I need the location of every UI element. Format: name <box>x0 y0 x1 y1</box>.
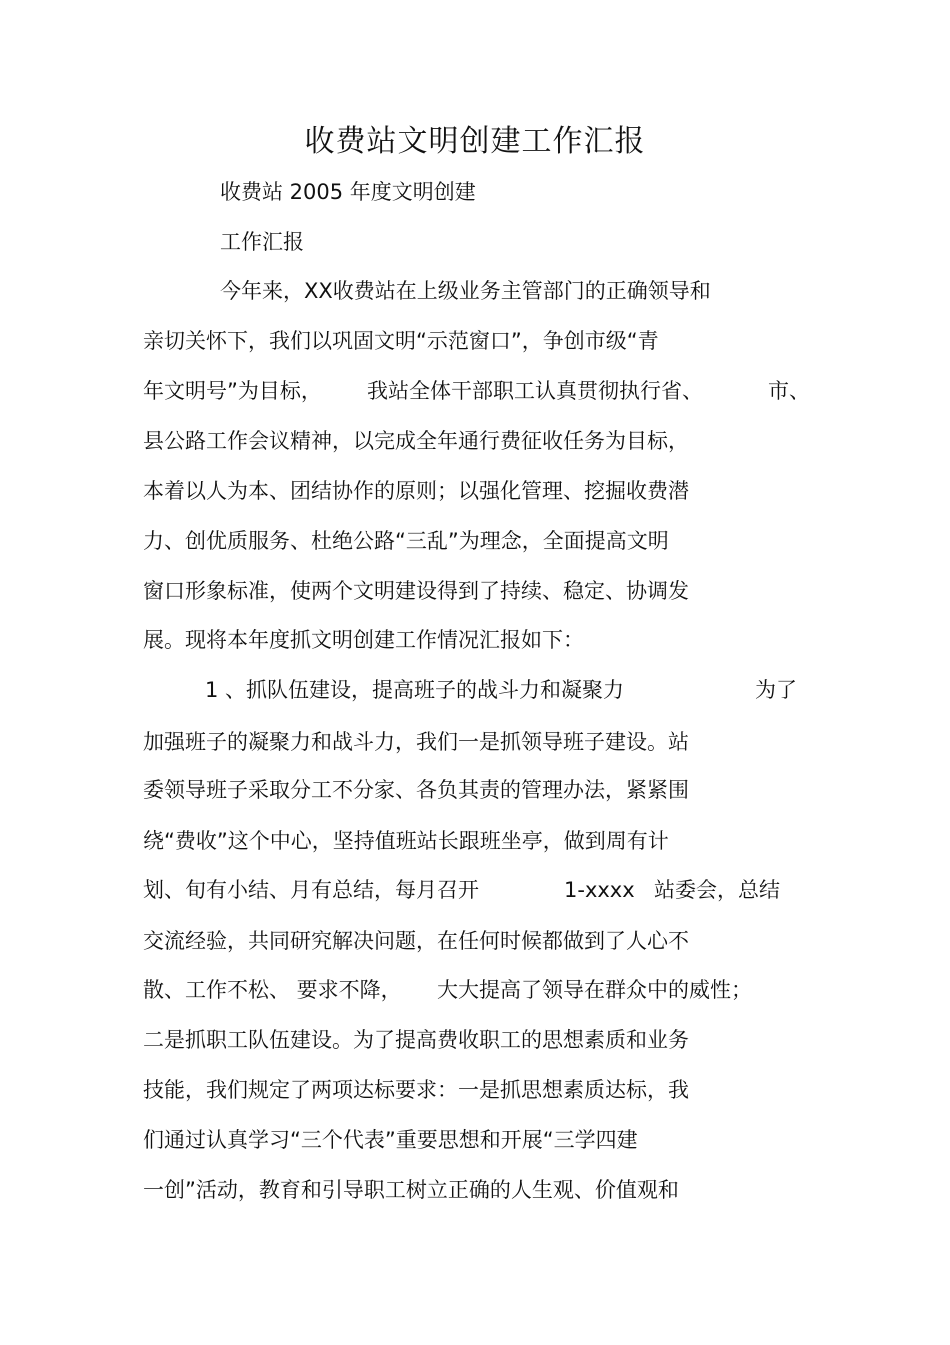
body-line-14b: 大大提高了领导在群众中的威性； <box>437 978 752 1002</box>
body-line-12b: 1-xxxx <box>564 878 635 902</box>
body-line-6: 力、创优质服务、杜绝公路“三乱”为理念，全面提高文明 <box>143 529 669 553</box>
body-line-2: 亲切关怀下，我们以巩固文明“示范窗口”，争创市级“青 <box>143 329 659 353</box>
body-line-18: 一创”活动，教育和引导职工树立正确的人生观、价值观和 <box>143 1178 679 1202</box>
body-line-14a: 散、工作不松、 要求不降， <box>143 978 402 1002</box>
body-line-10: 委领导班子采取分工不分家、各负其责的管理办法，紧紧围 <box>143 778 689 802</box>
section-heading-1: 1 、抓队伍建设，提高班子的战斗力和凝聚力 <box>205 678 625 702</box>
body-line-17: 们通过认真学习“三个代表”重要思想和开展“三学四建 <box>143 1128 638 1152</box>
section-heading-1-tail: 为了 <box>755 678 797 702</box>
body-line-8: 展。现将本年度抓文明创建工作情况汇报如下： <box>143 628 584 652</box>
body-line-15: 二是抓职工队伍建设。为了提高费收职工的思想素质和业务 <box>143 1028 689 1052</box>
body-line-13: 交流经验，共同研究解决问题，在任何时候都做到了人心不 <box>143 929 689 953</box>
body-line-9: 加强班子的凝聚力和战斗力，我们一是抓领导班子建设。站 <box>143 730 689 754</box>
body-line-1: 今年来，XX收费站在上级业务主管部门的正确领导和 <box>220 279 711 303</box>
subtitle-line-1: 收费站 2005 年度文明创建 <box>220 180 476 204</box>
body-line-12c: 站委会，总结 <box>654 878 780 902</box>
body-line-16: 技能，我们规定了两项达标要求：一是抓思想素质达标，我 <box>143 1078 689 1102</box>
body-line-5: 本着以人为本、团结协作的原则；以强化管理、挖掘收费潜 <box>143 479 689 503</box>
subtitle-line-2: 工作汇报 <box>220 230 304 254</box>
body-line-3c: 市、 <box>768 379 810 403</box>
body-line-3b: 我站全体干部职工认真贯彻执行省、 <box>367 379 703 403</box>
body-line-4: 县公路工作会议精神，以完成全年通行费征收任务为目标， <box>143 429 689 453</box>
body-line-11: 绕“费收”这个中心，坚持值班站长跟班坐亭，做到周有计 <box>143 829 669 853</box>
body-line-3a: 年文明号”为目标， <box>143 379 322 403</box>
document-title: 收费站文明创建工作汇报 <box>304 124 646 159</box>
body-line-12a: 划、旬有小结、月有总结，每月召开 <box>143 878 479 902</box>
body-line-7: 窗口形象标准，使两个文明建设得到了持续、稳定、协调发 <box>143 579 689 603</box>
